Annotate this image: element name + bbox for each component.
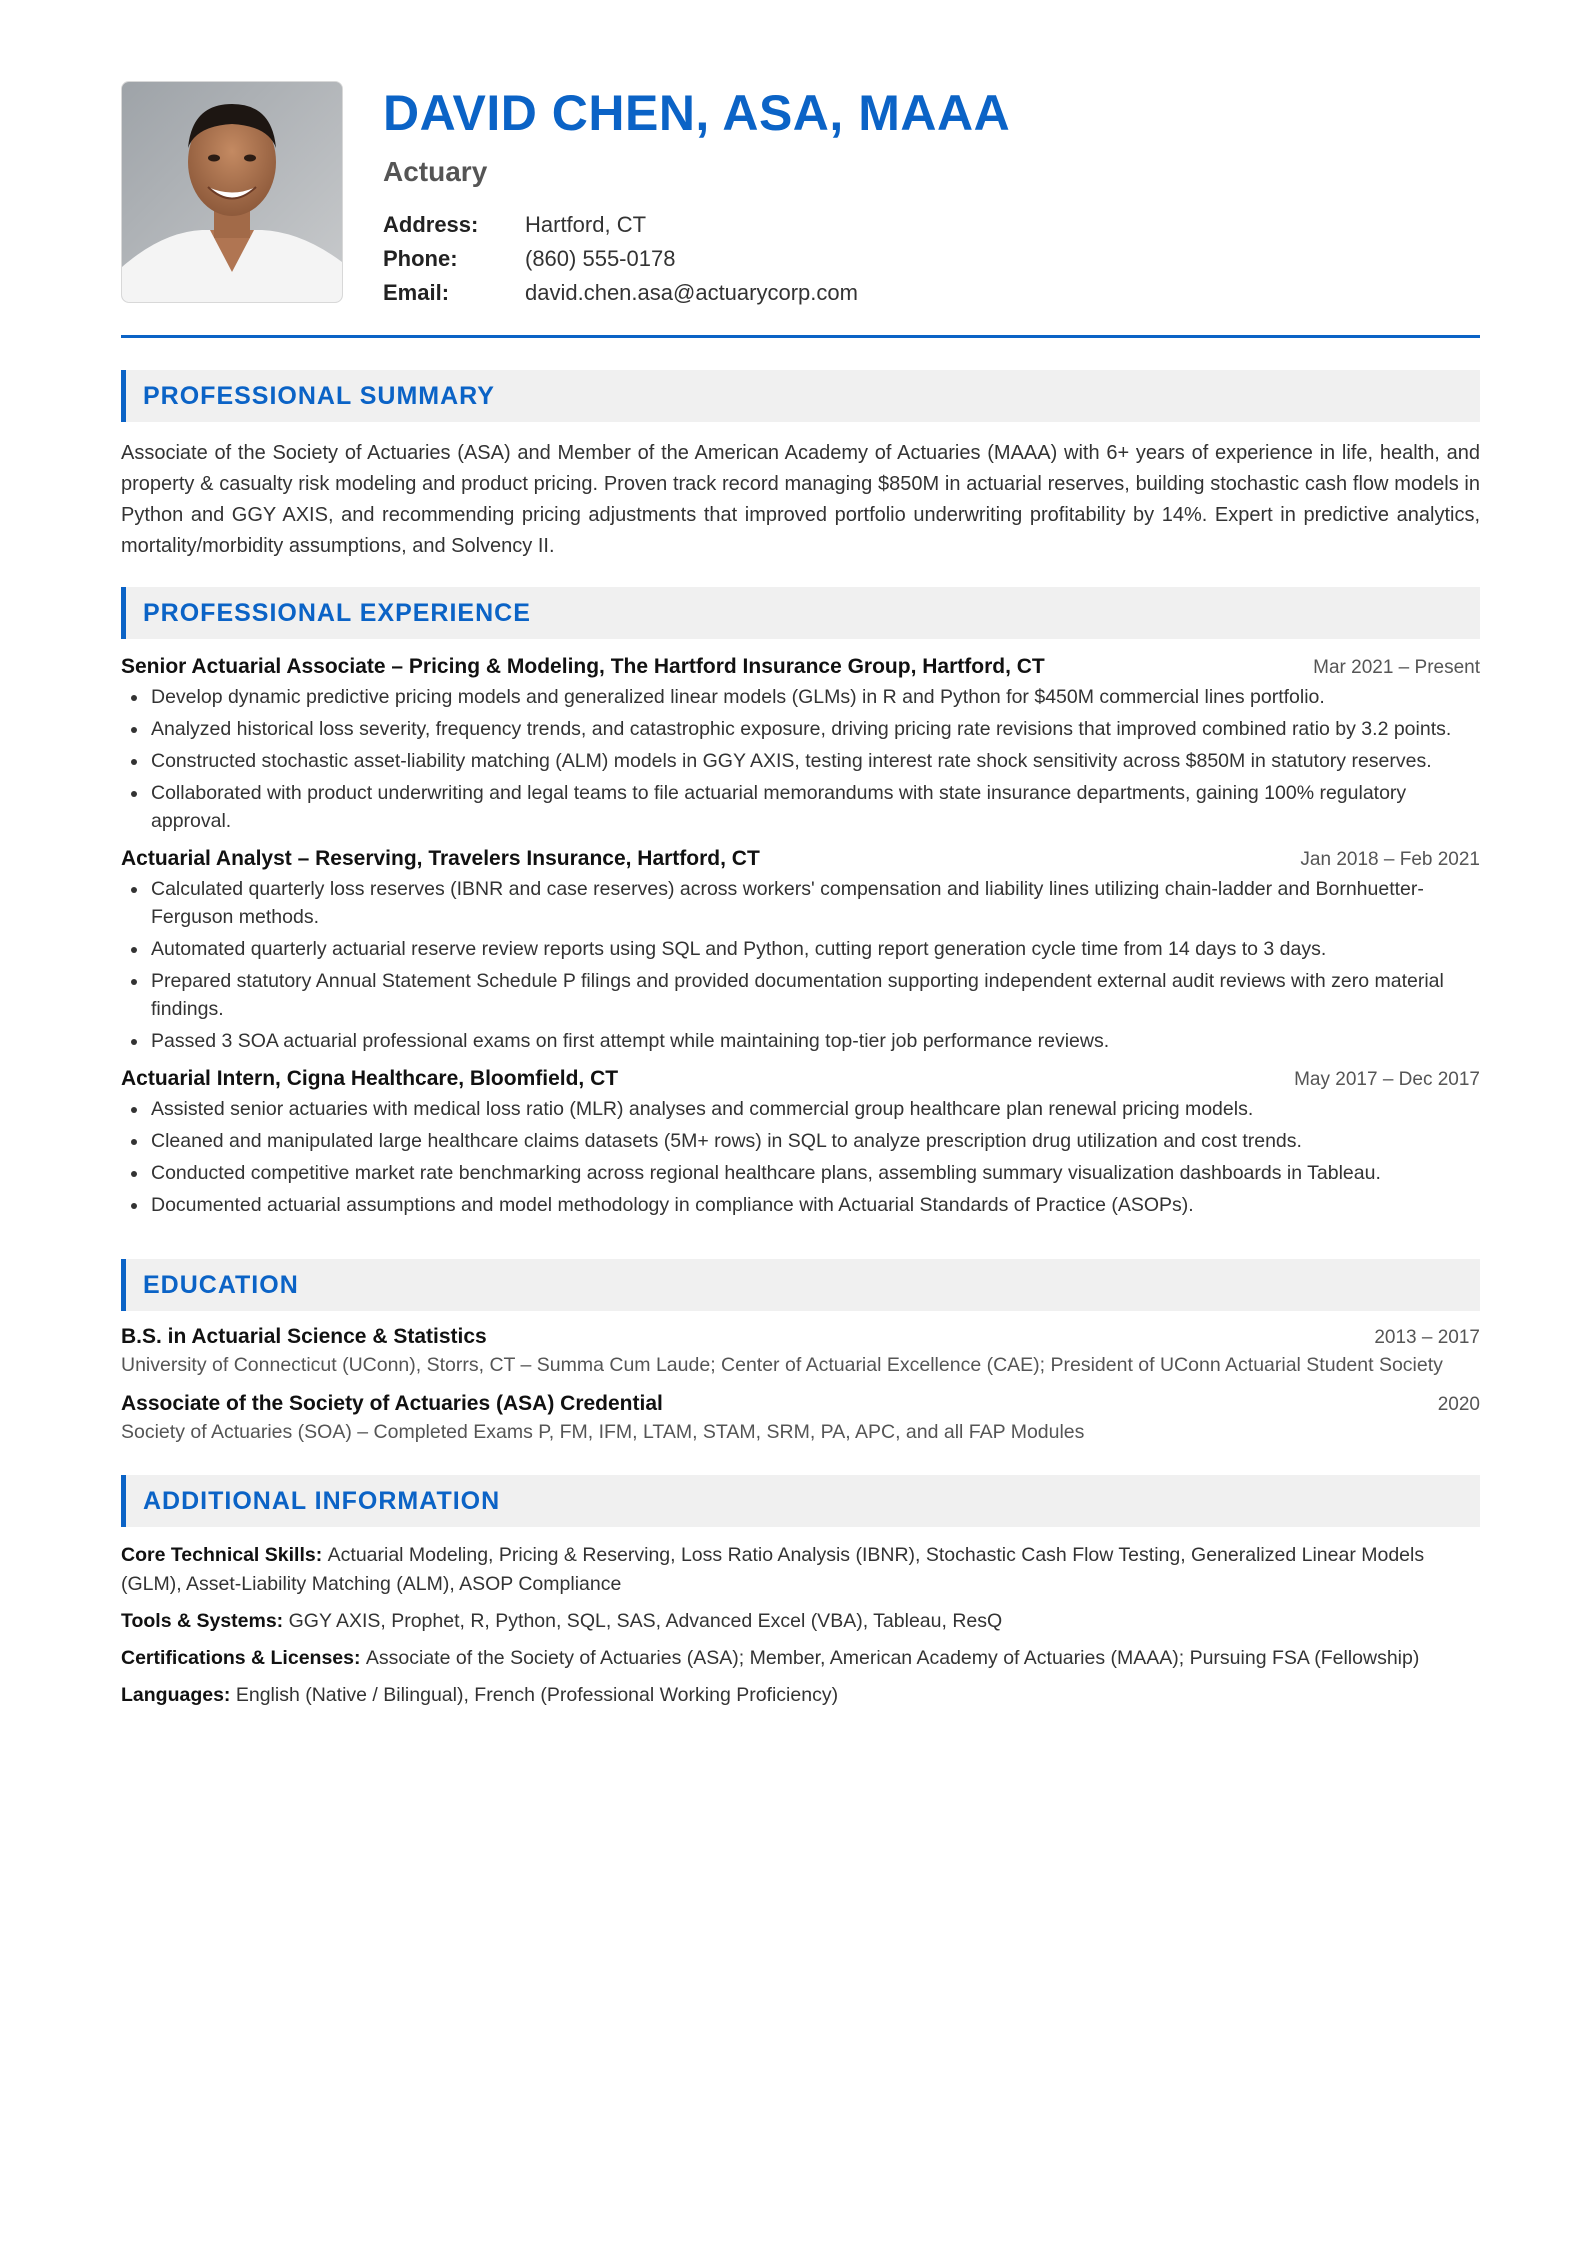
contact-label: Email: [383, 280, 450, 305]
job-entry [121, 655, 1480, 835]
resume-content [121, 0, 1480, 1718]
job-entry [121, 1067, 1480, 1219]
job-bullet: • Cleaned and manipulated large healthcare claims datasets (5M+ rows) in SQL to analyze prescription drug utilization and cost trends. [149, 1127, 1480, 1155]
job-entry-title: Senior Actuarial Associate – Pricing & Modeling, The Hartford Insurance Group, Hartford, CT [121, 655, 1045, 678]
job-title: Actuary [383, 156, 488, 187]
section-heading: PROFESSIONAL EXPERIENCE [121, 587, 1480, 639]
job-entry-date: May 2017 – Dec 2017 [1294, 1069, 1480, 1090]
additional-label: Certifications & Licenses: [121, 1647, 366, 1669]
job-entry-date: Mar 2021 – Present [1313, 657, 1480, 678]
additional-value: Associate of the Society of Actuaries (ASA); Member, American Academy of Actuaries (MAAA); Pursuing FSA (Fellowship) [365, 1647, 1420, 1669]
additional-item [121, 1607, 1480, 1636]
job-bullet: • Prepared statutory Annual Statement Schedule P filings and provided documentation supporting independent external audit reviews with zero material findings. [149, 967, 1480, 1023]
contact-value: (860) 555-0178 [525, 246, 676, 271]
contact-phone [383, 242, 858, 276]
education-date: 2013 – 2017 [1374, 1327, 1480, 1348]
section-heading: ADDITIONAL INFORMATION [121, 1475, 1480, 1527]
education-date: 2020 [1437, 1394, 1480, 1415]
job-bullets [121, 1095, 1480, 1219]
job-bullet: • Constructed stochastic asset-liability matching (ALM) models in GGY AXIS, testing interest rate shock sensitivity across $850M in statutory reserves. [149, 747, 1480, 775]
education-entry [121, 1325, 1480, 1380]
education-title: B.S. in Actuarial Science & Statistics [121, 1325, 487, 1348]
header-divider [121, 335, 1480, 338]
job-bullet: • Calculated quarterly loss reserves (IBNR and case reserves) across workers' compensation and liability lines utilizing chain-ladder and Bornhuetter-Ferguson methods. [149, 875, 1480, 931]
education-entry [121, 1392, 1480, 1447]
job-entry-date: Jan 2018 – Feb 2021 [1300, 849, 1480, 870]
contact-value: david.chen.asa@actuarycorp.com [525, 280, 858, 305]
job-bullet: • Conducted competitive market rate benchmarking across regional healthcare plans, assembling summary visualization dashboards in Tableau. [149, 1159, 1480, 1187]
additional-item [121, 1681, 1480, 1710]
job-entry-title: Actuarial Intern, Cigna Healthcare, Bloomfield, CT [121, 1067, 619, 1090]
additional-value: Actuarial Modeling, Pricing & Reserving, Loss Ratio Analysis (IBNR), Stochastic Cash Flow Testing, Generalized Linear Models (GLM), Asset-Liability Matching (ALM), ASOP Compliance [121, 1544, 1425, 1595]
education-details: University of Connecticut (UConn), Storrs, CT – Summa Cum Laude; Center of Actuarial Excellence (CAE); President of UConn Actuarial Student Society [121, 1354, 1443, 1376]
education-title: Associate of the Society of Actuaries (ASA) Credential [121, 1392, 663, 1415]
candidate-name: DAVID CHEN, ASA, MAAA [383, 85, 1011, 141]
job-bullet: • Assisted senior actuaries with medical loss ratio (MLR) analyses and commercial group healthcare plan renewal pricing models. [149, 1095, 1480, 1123]
contact-label: Phone: [383, 246, 458, 271]
job-bullet: • Collaborated with product underwriting and legal teams to file actuarial memorandums with state insurance departments, gaining 100% regulatory approval. [149, 779, 1480, 835]
contact-address [383, 208, 858, 242]
education-details: Society of Actuaries (SOA) – Completed Exams P, FM, IFM, LTAM, STAM, SRM, PA, APC, and all FAP Modules [121, 1421, 1085, 1443]
additional-value: English (Native / Bilingual), French (Professional Working Proficiency) [235, 1684, 839, 1706]
additional-label: Languages: [121, 1684, 236, 1706]
job-bullet: • Automated quarterly actuarial reserve review reports using SQL and Python, cutting report generation cycle time from 14 days to 3 days. [149, 935, 1480, 963]
additional-value: GGY AXIS, Prophet, R, Python, SQL, SAS, Advanced Excel (VBA), Tableau, ResQ [288, 1610, 1003, 1632]
job-bullets [121, 875, 1480, 1055]
resume-header [121, 0, 1480, 338]
additional-item [121, 1644, 1480, 1673]
job-bullet: • Documented actuarial assumptions and model methodology in compliance with Actuarial Standards of Practice (ASOPs). [149, 1191, 1480, 1219]
job-bullet: • Passed 3 SOA actuarial professional exams on first attempt while maintaining top-tier job performance reviews. [149, 1027, 1480, 1055]
additional-item [121, 1541, 1480, 1599]
job-bullet: • Analyzed historical loss severity, frequency trends, and catastrophic exposure, driving pricing rate revisions that improved combined ratio by 3.2 points. [149, 715, 1480, 743]
additional-label: Tools & Systems: [121, 1610, 289, 1632]
contact-value: Hartford, CT [525, 212, 647, 237]
summary-text: Associate of the Society of Actuaries (ASA) and Member of the American Academy of Actuaries (MAAA) with 6+ years of experience in life, health, and property & casualty risk modeling and product pricing. Proven track record managing $850M in actuarial reserves, building stochastic cash flow models in Python and GGY AXIS, and recommending pricing adjustments that improved portfolio underwriting profitability by 14%. Expert in predictive analytics, mortality/morbidity assumptions, and Solvency II. [121, 442, 1480, 557]
portrait-image [122, 82, 342, 302]
additional-section [121, 1475, 1480, 1710]
additional-label: Core Technical Skills: [121, 1544, 328, 1566]
contact-email [383, 276, 858, 310]
job-entry-title: Actuarial Analyst – Reserving, Travelers Insurance, Hartford, CT [121, 847, 760, 870]
section-heading: PROFESSIONAL SUMMARY [121, 370, 1480, 422]
profile-photo [121, 81, 343, 303]
job-entry [121, 847, 1480, 1055]
education-section [121, 1259, 1480, 1447]
contact-label: Address: [383, 212, 479, 237]
job-bullet: • Develop dynamic predictive pricing models and generalized linear models (GLMs) in R and Python for $450M commercial lines portfolio. [149, 683, 1480, 711]
job-bullets [121, 683, 1480, 835]
section-heading: EDUCATION [121, 1259, 1480, 1311]
contact-info [383, 208, 858, 310]
summary-section [121, 370, 1480, 562]
experience-section [121, 587, 1480, 1219]
